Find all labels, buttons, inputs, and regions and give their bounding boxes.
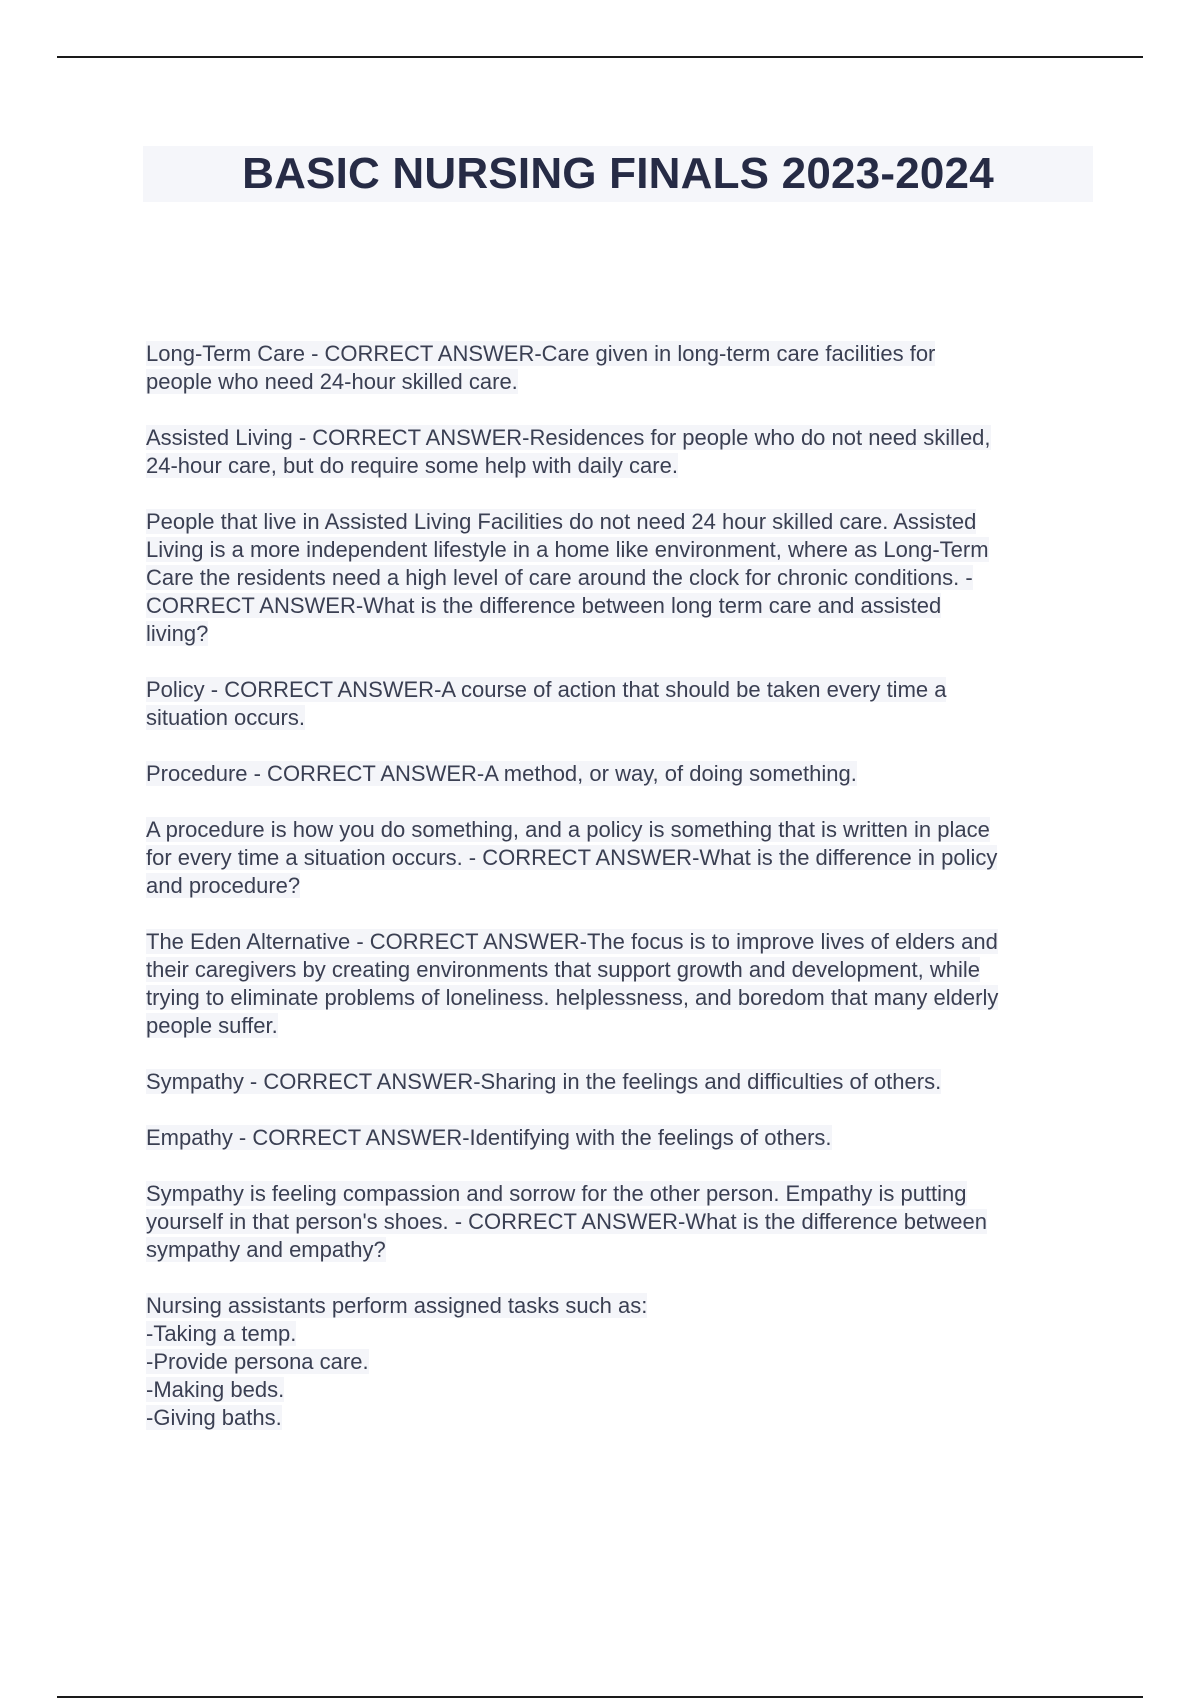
text-line: Sympathy - CORRECT ANSWER-Sharing in the feelings and difficulties of others.: [146, 1069, 942, 1094]
text-line: Nursing assistants perform assigned tasks such as:: [146, 1293, 648, 1318]
document-body: [146, 340, 1096, 1460]
text-line: The Eden Alternative - CORRECT ANSWER-The focus is to improve lives of elders and: [146, 929, 998, 954]
text-line: trying to eliminate problems of loneliness. helplessness, and boredom that many elderly: [146, 985, 999, 1010]
text-line: situation occurs.: [146, 705, 305, 730]
document-title: BASIC NURSING FINALS 2023-2024: [242, 149, 994, 198]
text-line: sympathy and empathy?: [146, 1237, 386, 1262]
text-line: people who need 24-hour skilled care.: [146, 369, 518, 394]
list-item: -Provide persona care.: [146, 1349, 369, 1374]
list-item: -Making beds.: [146, 1377, 285, 1402]
text-line: A procedure is how you do something, and a policy is something that is written in place: [146, 817, 990, 842]
entry-policy: [146, 676, 1096, 732]
entry-difference-policy-procedure: [146, 816, 1096, 900]
text-line: 24-hour care, but do require some help with daily care.: [146, 453, 678, 478]
list-item: -Taking a temp.: [146, 1321, 297, 1346]
text-line: Empathy - CORRECT ANSWER-Identifying with the feelings of others.: [146, 1125, 832, 1150]
title-band: [143, 146, 1093, 202]
text-line: Sympathy is feeling compassion and sorrow for the other person. Empathy is putting: [146, 1181, 967, 1206]
text-line: Procedure - CORRECT ANSWER-A method, or way, of doing something.: [146, 761, 857, 786]
entry-eden-alternative: [146, 928, 1096, 1040]
entry-procedure: [146, 760, 1096, 788]
entry-difference-ltc-assisted: [146, 508, 1096, 648]
text-line: and procedure?: [146, 873, 301, 898]
text-line: people suffer.: [146, 1013, 278, 1038]
bottom-rule: [57, 1696, 1143, 1698]
entry-long-term-care: [146, 340, 1096, 396]
text-line: living?: [146, 621, 209, 646]
list-item: -Giving baths.: [146, 1405, 282, 1430]
text-line: Assisted Living - CORRECT ANSWER-Residences for people who do not need skilled,: [146, 425, 991, 450]
text-line: for every time a situation occurs. - CORRECT ANSWER-What is the difference in policy: [146, 845, 998, 870]
entry-nursing-assistant-tasks: [146, 1292, 1096, 1432]
text-line: Care the residents need a high level of care around the clock for chronic conditions. -: [146, 565, 973, 590]
entry-empathy: [146, 1124, 1096, 1152]
text-line: CORRECT ANSWER-What is the difference between long term care and assisted: [146, 593, 942, 618]
text-line: People that live in Assisted Living Facilities do not need 24 hour skilled care. Assisted: [146, 509, 977, 534]
entry-sympathy: [146, 1068, 1096, 1096]
entry-difference-sympathy-empathy: [146, 1180, 1096, 1264]
text-line: Policy - CORRECT ANSWER-A course of action that should be taken every time a: [146, 677, 947, 702]
text-line: Living is a more independent lifestyle in a home like environment, where as Long-Term: [146, 537, 989, 562]
text-line: yourself in that person's shoes. - CORRECT ANSWER-What is the difference between: [146, 1209, 987, 1234]
top-rule: [57, 56, 1143, 58]
text-line: Long-Term Care - CORRECT ANSWER-Care given in long-term care facilities for: [146, 341, 936, 366]
entry-assisted-living: [146, 424, 1096, 480]
text-line: their caregivers by creating environments that support growth and development, while: [146, 957, 981, 982]
